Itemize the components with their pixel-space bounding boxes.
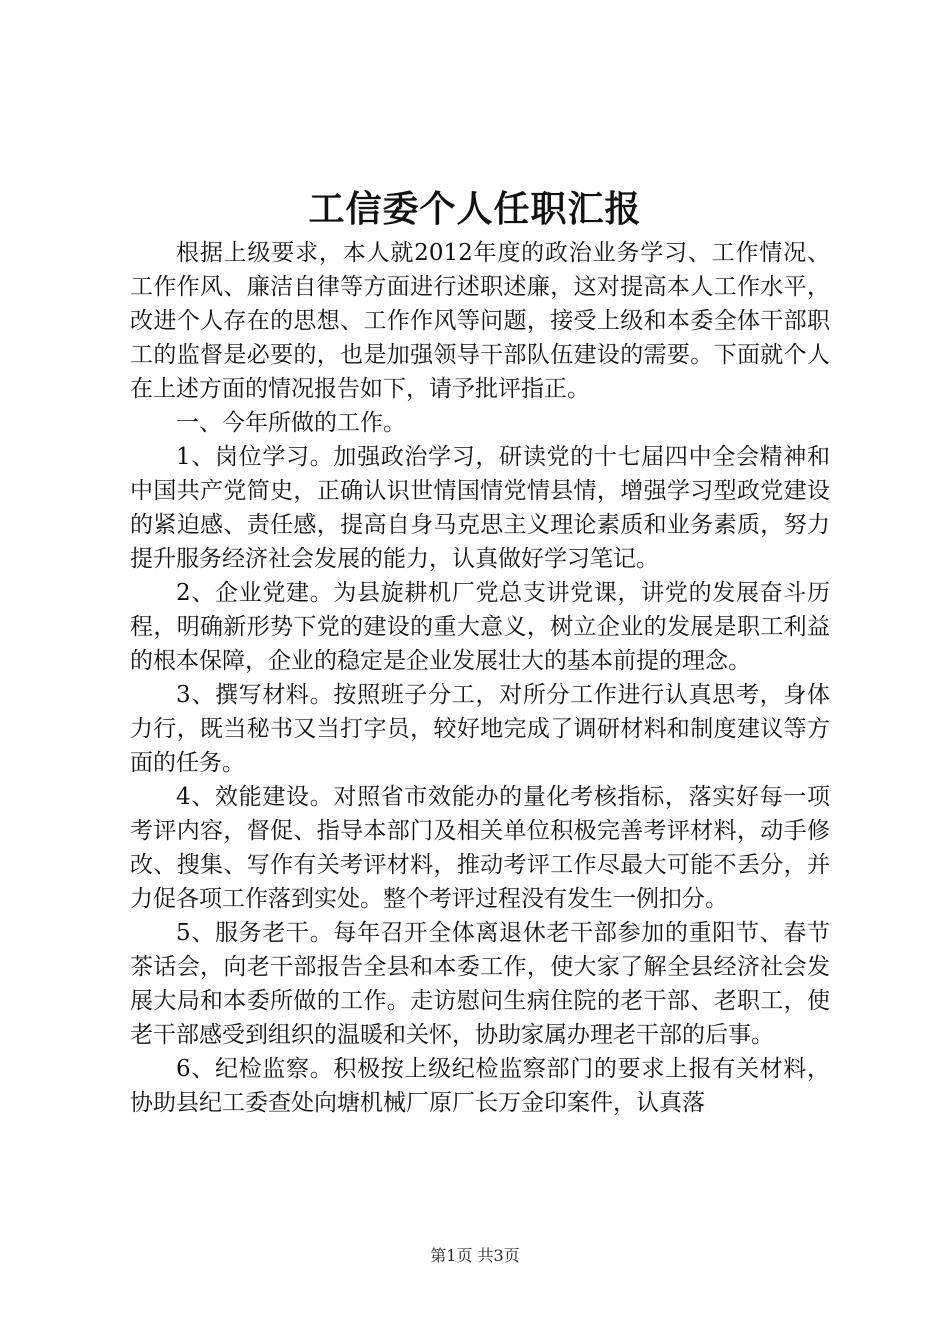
paragraph-intro: 根据上级要求，本人就2012年度的政治业务学习、工作情况、工作作风、廉洁自律等方面进行述职述廉，这对提高本人工作水平，改进个人存在的思想、工作作风等问题，接受上级和本委全体干部职工的监督是必要的，也是加强领导干部队伍建设的需要。下面就个人在上述方面的情况报告如下，请予批评指正。 (130, 240, 830, 402)
paragraph-item-4: 4、效能建设。对照省市效能办的量化考核指标，落实好每一项考评内容，督促、指导本部门及相关单位积极完善考评材料，动手修改、搜集、写作有关考评材料，推动考评工作尽最大可能不丢分，并力促各项工作落到实处。整个考评过程没有发生一例扣分。 (130, 784, 830, 912)
document-title: 工信委个人任职汇报 (308, 188, 642, 230)
paragraph-item-6: 6、纪检监察。积极按上级纪检监察部门的要求上报有关材料，协助县纪工委查处向塘机械厂原厂长万金印案件，认真落 (130, 1056, 830, 1116)
paragraph-section-heading: 一、今年所做的工作。 (176, 410, 406, 436)
paragraph-item-1: 1、岗位学习。加强政治学习，研读党的十七届四中全会精神和中国共产党简史，正确认识世情国情党情县情，增强学习型政党建设的紧迫感、责任感，提高自身马克思主义理论素质和业务素质，努力提升服务经济社会发展的能力，认真做好学习笔记。 (130, 444, 830, 572)
paragraph-item-2: 2、企业党建。为县旋耕机厂党总支讲党课，讲党的发展奋斗历程，明确新形势下党的建设的重大意义，树立企业的发展是职工利益的根本保障，企业的稳定是企业发展壮大的基本前提的理念。 (130, 580, 830, 674)
paragraph-item-3: 3、撰写材料。按照班子分工，对所分工作进行认真思考，身体力行，既当秘书又当打字员，较好地完成了调研材料和制度建议等方面的任务。 (130, 682, 830, 776)
document-body (130, 236, 830, 1120)
paragraph-item-5: 5、服务老干。每年召开全体离退休老干部参加的重阳节、春节茶话会，向老干部报告全县和本委工作，使大家了解全县经济社会发展大局和本委所做的工作。走访慰问生病住院的老干部、老职工，使老干部感受到组织的温暖和关怀，协助家属办理老干部的后事。 (130, 920, 830, 1048)
page-footer: 第1页 共3页 (430, 1246, 520, 1265)
